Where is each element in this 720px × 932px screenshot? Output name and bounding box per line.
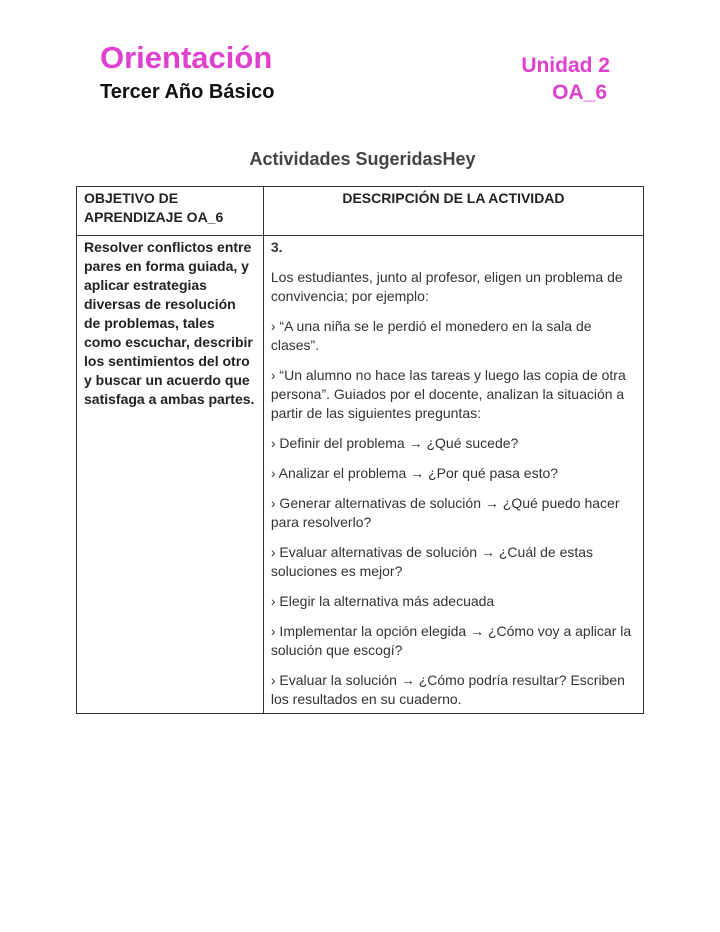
grade-label: Tercer Año Básico bbox=[100, 81, 275, 103]
description-paragraph: › Analizar el problema → ¿Por qué pasa esto? bbox=[270, 465, 559, 481]
activity-number: 3. bbox=[270, 239, 283, 255]
description-paragraph: › Generar alternativas de solución → ¿Qué puedo hacer para resolverlo? bbox=[270, 495, 620, 530]
table-row bbox=[77, 236, 644, 714]
section-heading: Actividades SugeridasHey bbox=[249, 149, 476, 169]
objective-code-label: OA_6 bbox=[552, 81, 607, 104]
activity-description bbox=[263, 236, 643, 714]
activity-table bbox=[76, 186, 644, 714]
description-paragraph: › “A una niña se le perdió el monedero en la sala de clases”. bbox=[270, 318, 592, 353]
description-paragraph: › Evaluar la solución → ¿Cómo podría resultar? Escriben los resultados en su cuaderno. bbox=[270, 672, 625, 707]
description-paragraph: › “Un alumno no hace las tareas y luego las copia de otra persona”. Guiados por el docente, analizan la situación a partir de las siguientes preguntas: bbox=[270, 367, 626, 421]
subject-title: Orientación bbox=[100, 40, 273, 75]
table-header-row bbox=[77, 187, 644, 236]
header-objective: OBJETIVO DE APRENDIZAJE OA_6 bbox=[77, 187, 264, 236]
description-paragraph: › Elegir la alternativa más adecuada bbox=[270, 593, 495, 609]
header-description: DESCRIPCIÓN DE LA ACTIVIDAD bbox=[263, 187, 643, 236]
objective-text: Resolver conflictos entre pares en forma guiada, y aplicar estrategias diversas de resolución de problemas, tales como escuchar, describir los sentimientos del otro y buscar un acuerdo que satisfaga a ambas partes. bbox=[77, 236, 264, 714]
unit-label: Unidad 2 bbox=[521, 54, 610, 77]
description-paragraph: › Implementar la opción elegida → ¿Cómo voy a aplicar la solución que escogí? bbox=[270, 623, 632, 658]
description-paragraph: Los estudiantes, junto al profesor, eligen un problema de convivencia; por ejemplo: bbox=[270, 269, 623, 304]
description-paragraph: › Definir del problema → ¿Qué sucede? bbox=[270, 435, 519, 451]
description-paragraph: › Evaluar alternativas de solución → ¿Cuál de estas soluciones es mejor? bbox=[270, 544, 594, 579]
